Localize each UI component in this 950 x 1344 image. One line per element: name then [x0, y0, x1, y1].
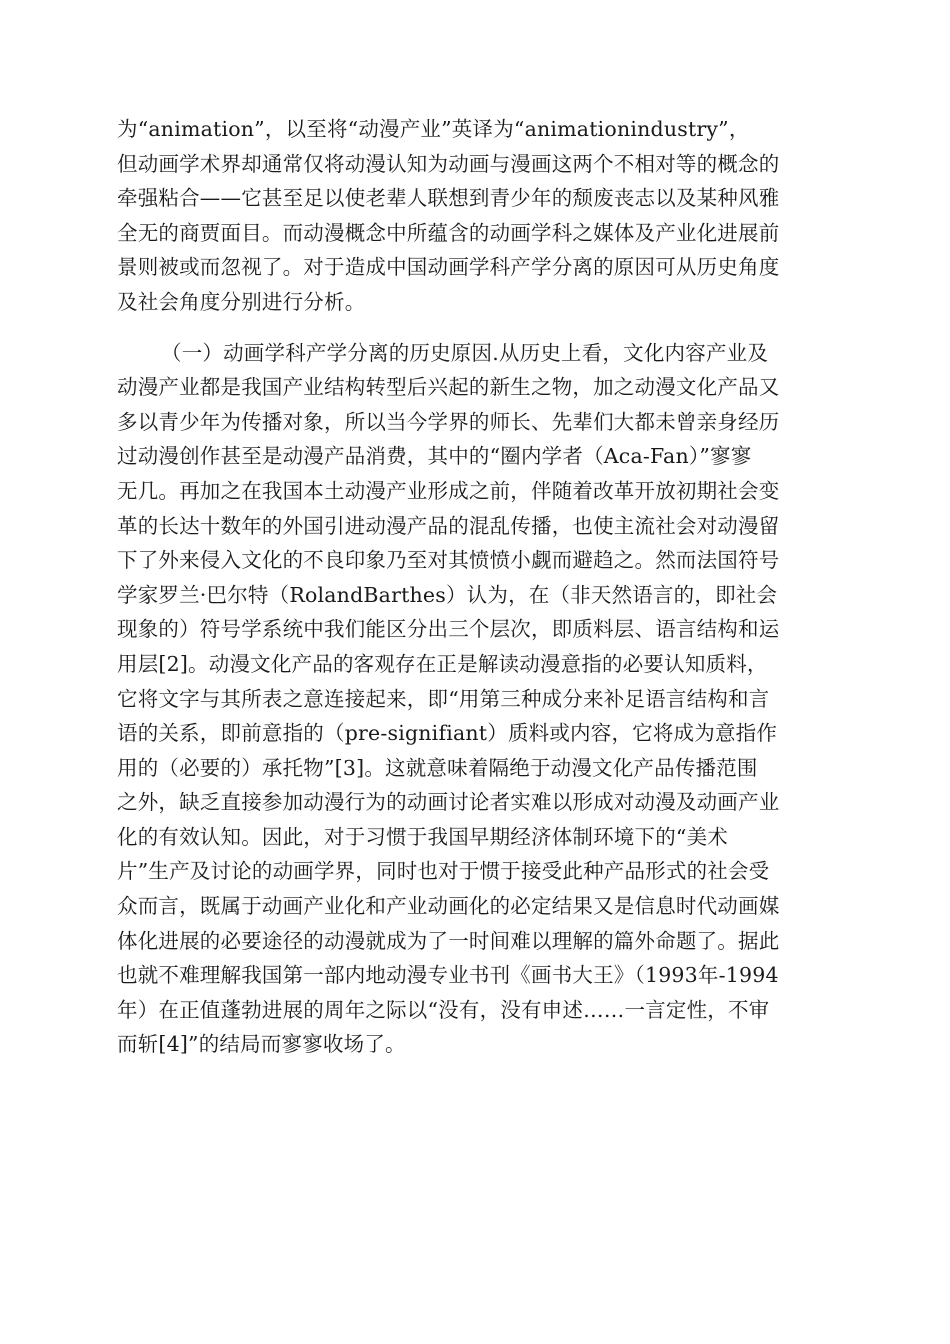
text-line: 现象的）符号学系统中我们能区分出三个层次，即质料层、语言结构和运	[117, 617, 780, 642]
text-line: 但动画学术界却通常仅将动漫认知为动画与漫画这两个不相对等的概念的	[117, 151, 780, 176]
text-line: 革的长达十数年的外国引进动漫产品的混乱传播，也使主流社会对动漫留	[117, 513, 780, 538]
text-line: 多以青少年为传播对象，所以当今学界的师长、先辈们大都未曾亲身经历	[117, 409, 780, 434]
text-line: 为“animation”，以至将“动漫产业”英译为“animationindustry”，	[117, 117, 750, 141]
text-line: 用层[2]。动漫文化产品的客观存在正是解读动漫意指的必要认知质料，	[117, 651, 768, 676]
text-line: 无几。再加之在我国本土动漫产业形成之前，伴随着改革开放初期社会变	[117, 478, 780, 503]
text-line: 及社会角度分别进行分析。	[117, 289, 366, 314]
text-line: 众而言，既属于动画产业化和产业动画化的必定结果又是信息时代动画媒	[117, 894, 780, 919]
text-line: 牵强粘合——它甚至足以使老辈人联想到青少年的颓废丧志以及某种风雅	[117, 186, 780, 211]
text-line: 也就不难理解我国第一部内地动漫专业书刊《画书大王》（1993年-1994	[117, 963, 779, 988]
text-line-indented: （一）动画学科产学分离的历史原因.从历史上看，文化内容产业及	[161, 340, 769, 365]
document-body	[117, 112, 833, 1062]
text-line: 片”生产及讨论的动画学界，同时也对于惯于接受此种产品形式的社会受	[117, 859, 770, 884]
text-line: 学家罗兰·巴尔特（RolandBarthes）认为，在（非天然语言的，即社会	[117, 582, 778, 607]
text-line: 化的有效认知。因此，对于习惯于我国早期经济体制环境下的“美术	[117, 824, 728, 849]
text-line: 动漫产业都是我国产业结构转型后兴起的新生之物，加之动漫文化产品又	[117, 375, 780, 400]
text-line: 之外，缺乏直接参加动漫行为的动画讨论者实难以形成对动漫及动画产业	[117, 790, 780, 815]
paragraph-2	[117, 336, 833, 1062]
text-line: 它将文字与其所表之意连接起来，即“用第三种成分来补足语言结构和言	[117, 686, 770, 711]
text-line: 景则被或而忽视了。对于造成中国动画学科产学分离的原因可从历史角度	[117, 255, 780, 280]
text-line: 语的关系，即前意指的（pre-signifiant）质料或内容，它将成为意指作	[117, 721, 778, 746]
text-line: 而斩[4]”的结局而寥寥收场了。	[117, 1032, 406, 1057]
text-line: 体化进展的必要途径的动漫就成为了一时间难以理解的篇外命题了。据此	[117, 928, 780, 953]
text-line: 全无的商贾面目。而动漫概念中所蕴含的动画学科之媒体及产业化进展前	[117, 220, 780, 245]
text-line: 用的（必要的）承托物”[3]。这就意味着隔绝于动漫文化产品传播范围	[117, 755, 758, 780]
text-line: 下了外来侵入文化的不良印象乃至对其愤愤小觑而避趋之。然而法国符号	[117, 548, 780, 573]
paragraph-spacer	[117, 320, 833, 336]
text-line: 年）在正值蓬勃进展的周年之际以“没有，没有申述……一言定性，不审	[117, 997, 770, 1022]
paragraph-1	[117, 112, 833, 320]
text-line: 过动漫创作甚至是动漫产品消费，其中的“圈内学者（Aca-Fan）”寥寥	[117, 444, 752, 469]
